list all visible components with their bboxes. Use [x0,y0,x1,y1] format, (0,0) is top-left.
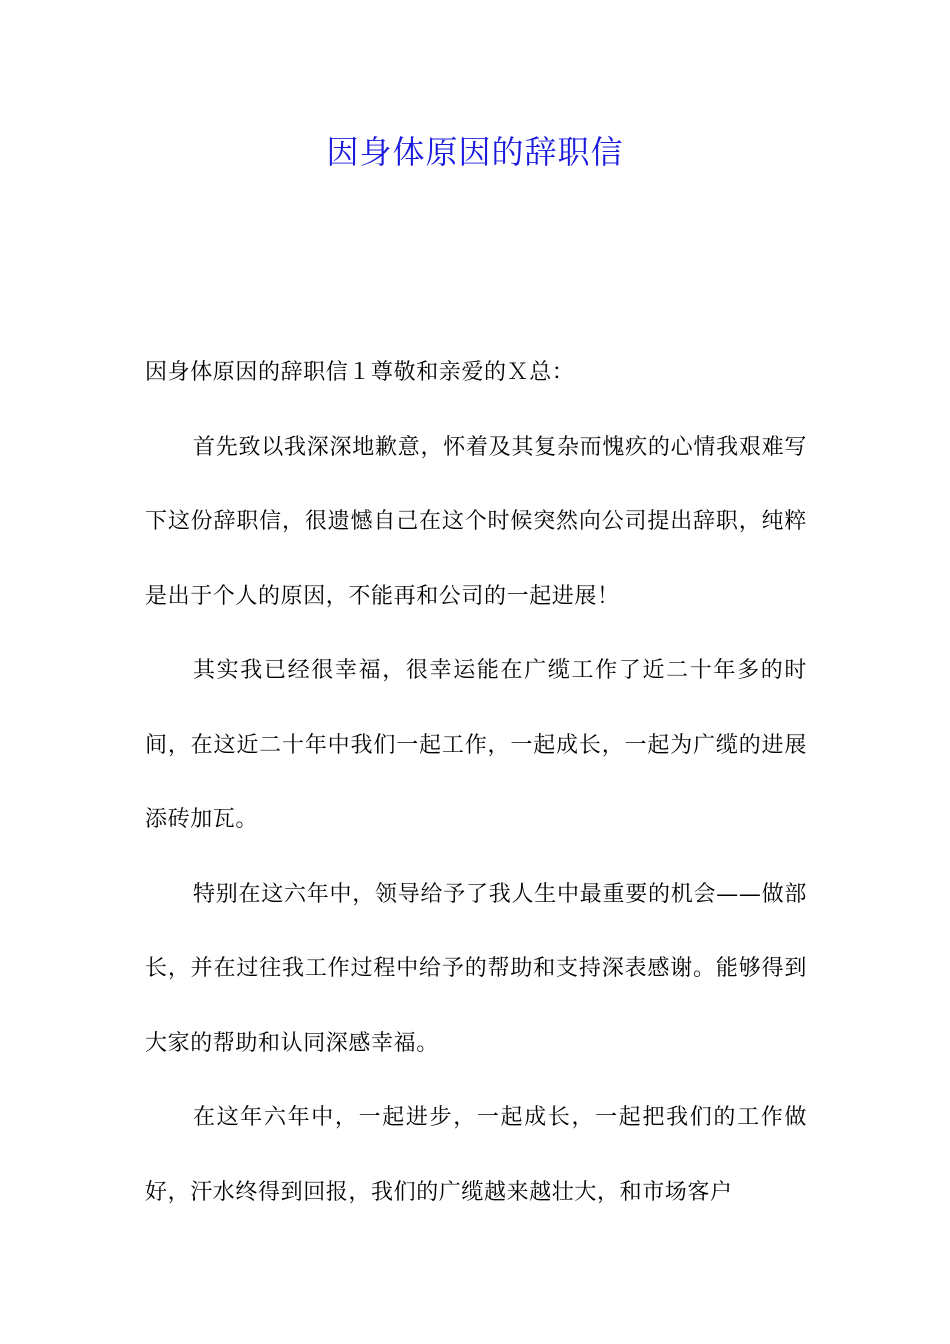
salutation-paragraph: 因身体原因的辞职信１尊敬和亲爱的Ｘ总： [145,360,575,385]
body-paragraph: 在这年六年中，一起进步，一起成长，一起把我们的工作做好，汗水终得到回报，我们的广缆越来越壮大，和市场客户 [145,1105,807,1205]
document-title: 因身体原因的辞职信 [326,133,624,171]
document-body [145,336,807,1230]
body-paragraph: 首先致以我深深地歉意，怀着及其复杂而愧疚的心情我艰难写下这份辞职信，很遗憾自己在这个时候突然向公司提出辞职，纯粹是出于个人的原因，不能再和公司的一起进展！ [145,434,807,609]
body-paragraph: 其实我已经很幸福，很幸运能在广缆工作了近二十年多的时间，在这近二十年中我们一起工作，一起成长，一起为广缆的进展添砖加瓦。 [145,658,807,832]
body-paragraph: 特别在这六年中，领导给予了我人生中最重要的机会——做部长，并在过往我工作过程中给予的帮助和支持深表感谢。能够得到大家的帮助和认同深感幸福。 [145,881,807,1056]
